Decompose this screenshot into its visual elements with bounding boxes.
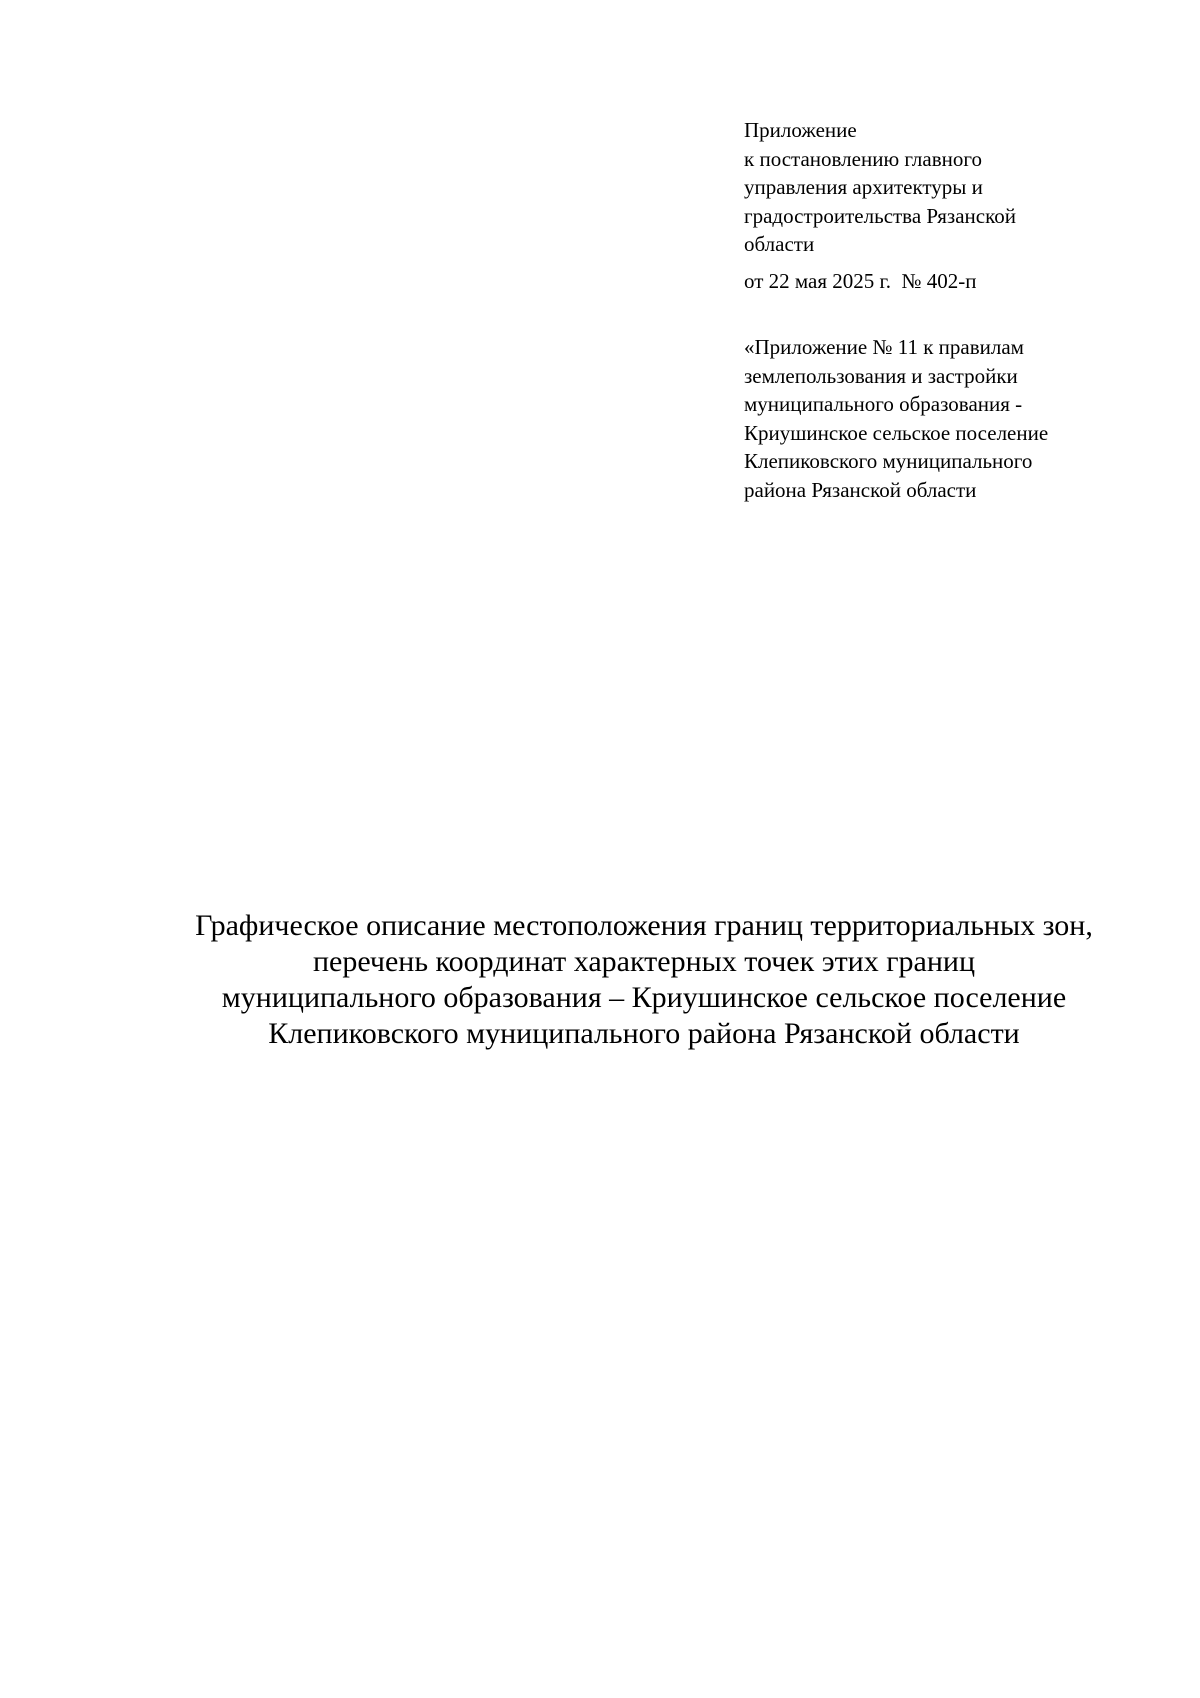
- appendix-header: [744, 116, 1164, 295]
- appendix-line: градостроительства Рязанской: [744, 203, 1016, 228]
- title-line: перечень координат характерных точек этих границ: [312, 945, 976, 978]
- rules-appendix-line: Криушинское сельское поселение: [744, 420, 1049, 445]
- appendix-line: управления архитектуры и: [744, 175, 983, 199]
- rules-appendix-line: Клепиковского муниципального: [744, 449, 1033, 473]
- rules-appendix-line: района Рязанской области: [744, 477, 977, 502]
- rules-appendix-reference: [744, 333, 1164, 504]
- title-line: Клепиковского муниципального района Рязанской области: [268, 1017, 1020, 1050]
- appendix-line: Приложение: [744, 118, 857, 142]
- resolution-date-number: от 22 мая 2025 г. № 402-п: [744, 268, 977, 293]
- document-title: [100, 908, 1188, 1052]
- rules-appendix-line: землепользования и застройки: [744, 363, 1018, 388]
- title-line: муниципального образования – Криушинское сельское поселение: [221, 981, 1067, 1014]
- title-line: Графическое описание местоположения границ территориальных зон,: [195, 909, 1093, 942]
- rules-appendix-line: муниципального образования -: [744, 392, 1023, 416]
- appendix-line: области: [744, 232, 815, 256]
- rules-appendix-line: «Приложение № 11 к правилам: [744, 335, 1024, 359]
- appendix-line: к постановлению главного: [744, 146, 982, 171]
